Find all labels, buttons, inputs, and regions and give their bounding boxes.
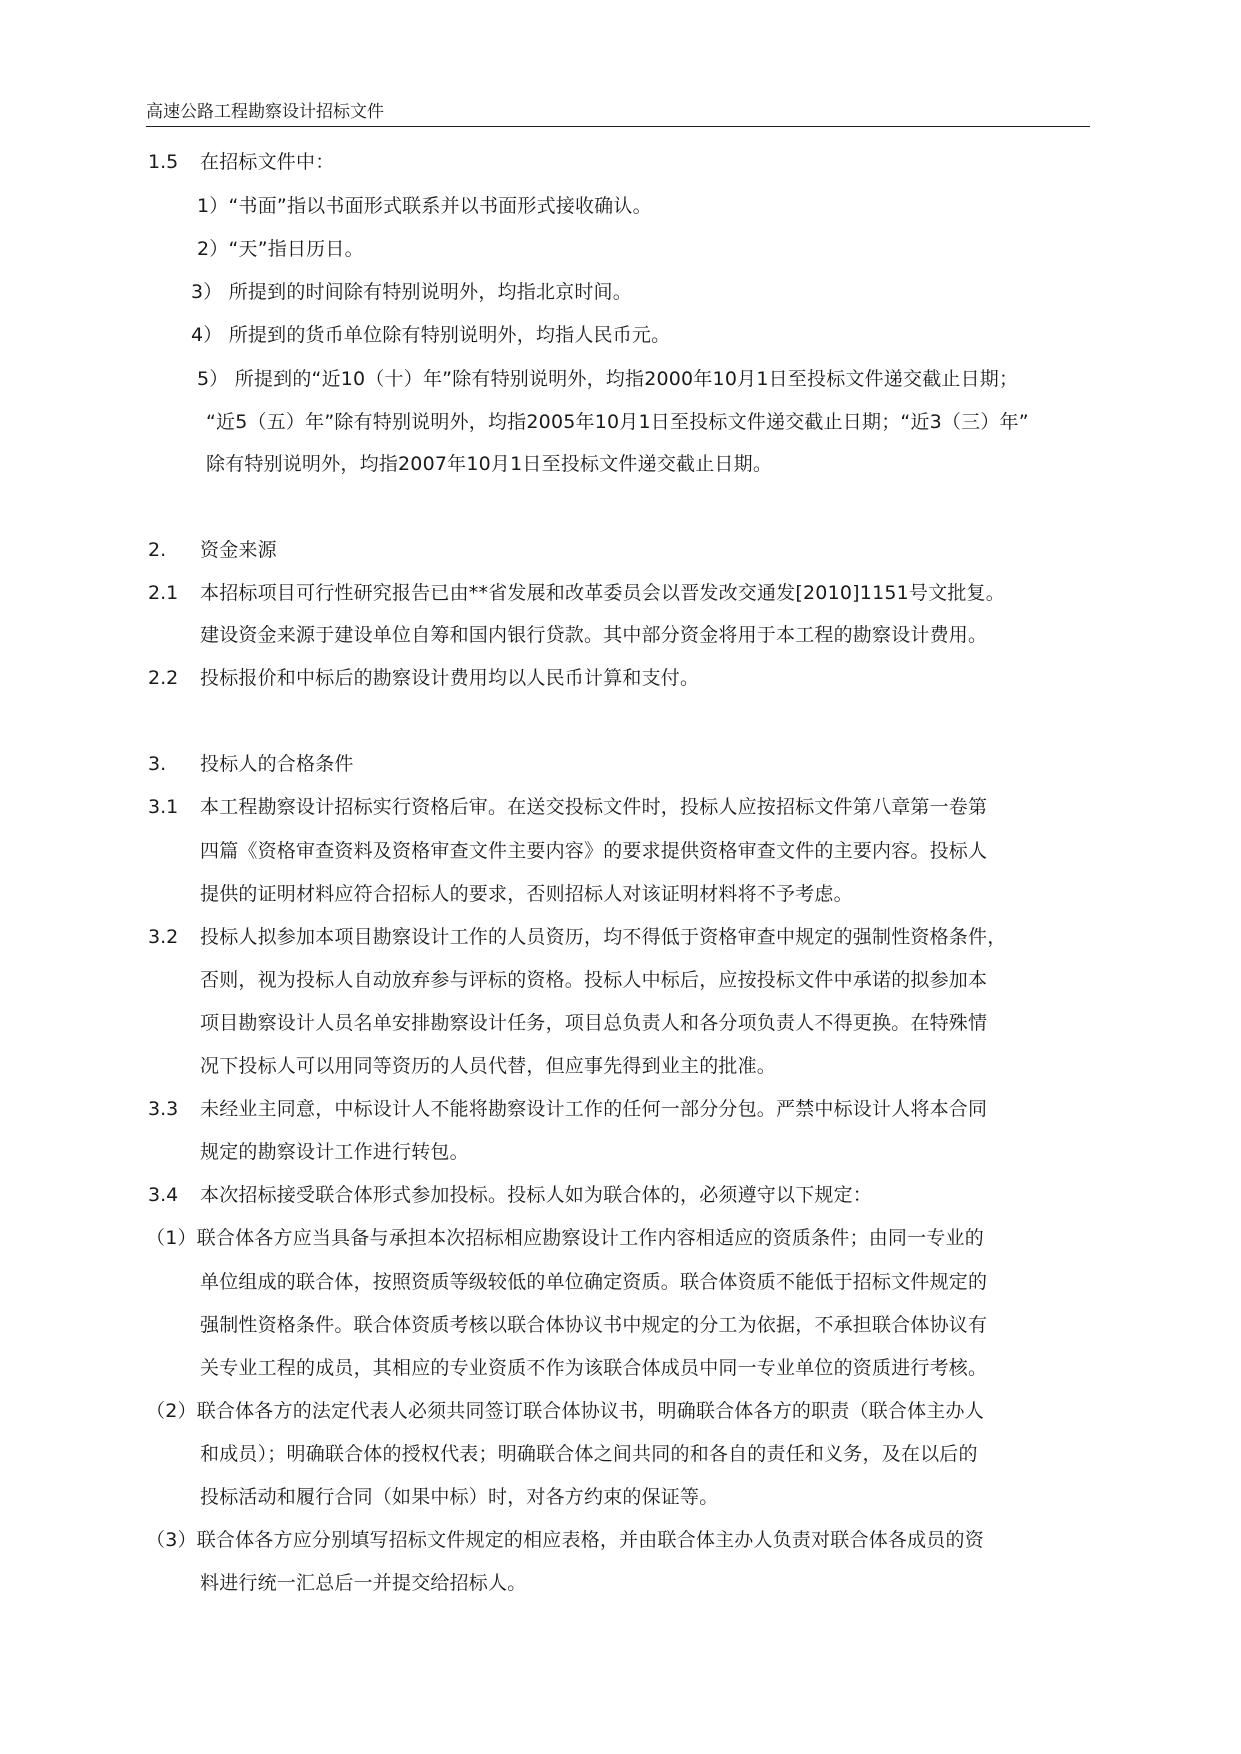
paragraph-line: 强制性资格条件。联合体资质考核以联合体协议书中规定的分工为依据，不承担联合体协议有 [200, 1314, 988, 1336]
paragraph-line: 投标人拟参加本项目勘察设计工作的人员资历，均不得低于资格审查中规定的强制性资格条件， [200, 926, 1007, 948]
paragraph-line: 规定的勘察设计工作进行转包。 [200, 1141, 469, 1163]
section-title: 投标人的合格条件 [200, 753, 354, 775]
list-item: 5） 所提到的“近10（十）年”除有特别说明外，均指2000年10月1日至投标文件递交截止日期； [197, 368, 1019, 390]
paragraph-line: 否则，视为投标人自动放弃参与评标的资格。投标人中标后，应按投标文件中承诺的拟参加本 [200, 969, 988, 991]
paragraph-line: 本次招标接受联合体形式参加投标。投标人如为联合体的，必须遵守以下规定： [200, 1184, 873, 1206]
clause-number: 3.3 [148, 1098, 179, 1120]
paragraph-line: 未经业主同意，中标设计人不能将勘察设计工作的任何一部分分包。严禁中标设计人将本合同 [200, 1098, 988, 1120]
paragraph-line: 关专业工程的成员，其相应的专业资质不作为该联合体成员中同一专业单位的资质进行考核。 [200, 1357, 988, 1379]
list-item: 除有特别说明外，均指2007年10月1日至投标文件递交截止日期。 [206, 453, 773, 475]
paragraph-line: 单位组成的联合体，按照资质等级较低的单位确定资质。联合体资质不能低于招标文件规定的 [200, 1271, 988, 1293]
paragraph-line: 料进行统一汇总后一并提交给招标人。 [200, 1572, 527, 1594]
list-item: 4） 所提到的货币单位除有特别说明外，均指人民币元。 [191, 324, 671, 346]
clause-number: 2.1 [148, 582, 179, 604]
paragraph-line: 本工程勘察设计招标实行资格后审。在送交投标文件时，投标人应按招标文件第八章第一卷第 [200, 796, 988, 818]
condition-item: （3）联合体各方应分别填写招标文件规定的相应表格，并由联合体主办人负责对联合体各成员的资 [146, 1529, 984, 1551]
paragraph-line: 提供的证明材料应符合招标人的要求，否则招标人对该证明材料将不予考虑。 [200, 883, 853, 905]
condition-item: （1）联合体各方应当具备与承担本次招标相应勘察设计工作内容相适应的资质条件；由同一专业的 [146, 1227, 984, 1249]
list-item: 3） 所提到的时间除有特别说明外，均指北京时间。 [191, 281, 632, 303]
clause-number: 3.4 [148, 1184, 179, 1206]
paragraph-line: 建设资金来源于建设单位自筹和国内银行贷款。其中部分资金将用于本工程的勘察设计费用。 [200, 624, 988, 646]
list-item: 2）“天”指日历日。 [197, 238, 364, 260]
list-item: “近5（五）年”除有特别说明外，均指2005年10月1日至投标文件递交截止日期；“近3（三）年” [206, 411, 1029, 433]
list-item: 1）“书面”指以书面形式联系并以书面形式接收确认。 [197, 195, 652, 217]
paragraph-line: 和成员）；明确联合体的授权代表；明确联合体之间共同的和各自的责任和义务，及在以后的 [200, 1443, 978, 1465]
paragraph-line: 在招标文件中： [200, 151, 335, 173]
clause-number: 3.1 [148, 796, 179, 818]
paragraph-line: 投标报价和中标后的勘察设计费用均以人民币计算和支付。 [200, 667, 700, 689]
paragraph-line: 投标活动和履行合同（如果中标）时，对各方约束的保证等。 [200, 1486, 719, 1508]
section-number: 3. [148, 753, 167, 775]
section-title: 资金来源 [200, 539, 277, 561]
condition-item: （2）联合体各方的法定代表人必须共同签订联合体协议书，明确联合体各方的职责（联合体主办人 [146, 1400, 984, 1422]
paragraph-line: 本招标项目可行性研究报告已由**省发展和改革委员会以晋发改交通发[2010]1151号文批复。 [200, 582, 1005, 604]
clause-number: 2.2 [148, 667, 179, 689]
paragraph-line: 项目勘察设计人员名单安排勘察设计任务，项目总负责人和各分项负责人不得更换。在特殊情 [200, 1012, 988, 1034]
paragraph-line: 况下投标人可以用同等资历的人员代替，但应事先得到业主的批准。 [200, 1055, 777, 1077]
section-number: 2. [148, 539, 167, 561]
page-header: 高速公路工程勘察设计招标文件 [146, 100, 1090, 127]
paragraph-line: 四篇《资格审查资料及资格审查文件主要内容》的要求提供资格审查文件的主要内容。投标人 [200, 840, 988, 862]
clause-number: 1.5 [148, 151, 179, 173]
clause-number: 3.2 [148, 926, 179, 948]
